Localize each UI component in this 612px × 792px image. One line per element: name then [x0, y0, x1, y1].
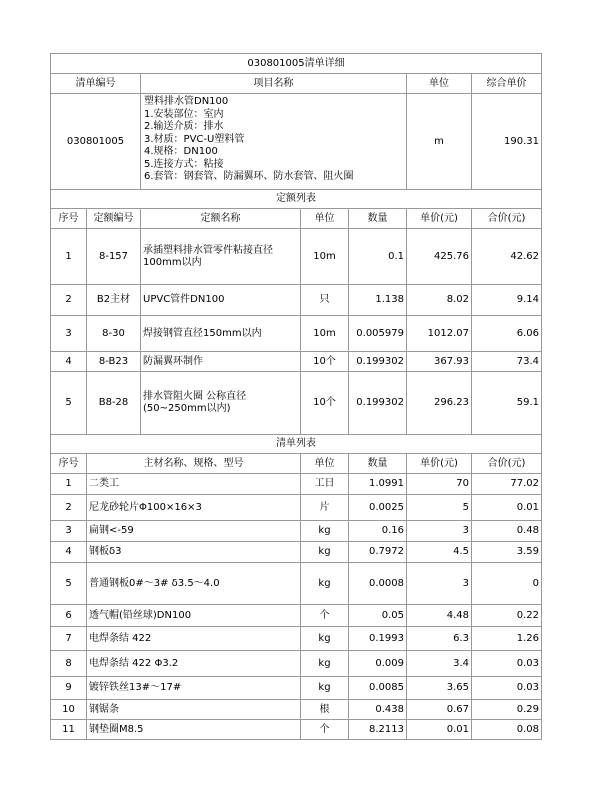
- material-row: [51, 521, 542, 542]
- bill-description: [141, 94, 407, 190]
- quota-name: UPVC管件DN100: [141, 285, 301, 316]
- quota-qty-header: 数量: [349, 209, 407, 229]
- material-price: 0.01: [407, 720, 472, 740]
- material-row: [51, 651, 542, 677]
- material-name: 尼龙砂轮片Φ100×16×3: [87, 495, 301, 521]
- quota-seq: 2: [51, 285, 87, 316]
- material-unit: 工日: [301, 474, 349, 495]
- quota-seq: 5: [51, 372, 87, 435]
- material-price: 3.65: [407, 677, 472, 700]
- material-price-header: 单价(元): [407, 454, 472, 474]
- material-name: 二类工: [87, 474, 301, 495]
- quota-total: 42.62: [472, 229, 542, 285]
- material-qty: 1.0991: [349, 474, 407, 495]
- material-qty: 0.0008: [349, 563, 407, 605]
- quota-total-header: 合价(元): [472, 209, 542, 229]
- material-total: 0.03: [472, 651, 542, 677]
- bill-price-header: 综合单价: [472, 74, 542, 94]
- material-unit: kg: [301, 677, 349, 700]
- bill-detail-table: [50, 53, 542, 740]
- material-name: 电焊条结 422: [87, 627, 301, 651]
- material-total: 77.02: [472, 474, 542, 495]
- quota-price: 367.93: [407, 352, 472, 372]
- material-row: [51, 563, 542, 605]
- material-seq: 9: [51, 677, 87, 700]
- quota-seq: 1: [51, 229, 87, 285]
- material-seq: 6: [51, 605, 87, 627]
- material-seq: 1: [51, 474, 87, 495]
- material-total: 0: [472, 563, 542, 605]
- quota-row: [51, 285, 542, 316]
- quota-code: B8-28: [87, 372, 141, 435]
- material-name: 钢板δ3: [87, 542, 301, 563]
- material-name: 镀锌铁丝13#～17#: [87, 677, 301, 700]
- bill-code-header: 清单编号: [51, 74, 141, 94]
- quota-name-header: 定额名称: [141, 209, 301, 229]
- quota-price: 1012.07: [407, 316, 472, 352]
- material-total: 3.59: [472, 542, 542, 563]
- material-row: [51, 700, 542, 720]
- quota-unit-header: 单位: [301, 209, 349, 229]
- table-title: 030801005清单详细: [51, 54, 542, 74]
- quota-code: B2主材: [87, 285, 141, 316]
- quota-row: [51, 229, 542, 285]
- bill-name-header: 项目名称: [141, 74, 407, 94]
- material-unit-header: 单位: [301, 454, 349, 474]
- material-seq: 11: [51, 720, 87, 740]
- quota-price: 8.02: [407, 285, 472, 316]
- material-unit: kg: [301, 521, 349, 542]
- material-qty: 0.009: [349, 651, 407, 677]
- material-name-header: 主材名称、规格、型号: [87, 454, 301, 474]
- quota-qty: 0.1: [349, 229, 407, 285]
- material-row: [51, 627, 542, 651]
- quota-total: 73.4: [472, 352, 542, 372]
- material-name: 电焊条结 422 Φ3.2: [87, 651, 301, 677]
- material-total: 0.22: [472, 605, 542, 627]
- material-seq: 7: [51, 627, 87, 651]
- bill-desc-line: 4.规格：DN100: [144, 146, 218, 157]
- material-price: 70: [407, 474, 472, 495]
- quota-unit: 10m: [301, 316, 349, 352]
- bill-unit-header: 单位: [407, 74, 472, 94]
- material-qty: 0.438: [349, 700, 407, 720]
- material-price: 4.48: [407, 605, 472, 627]
- material-seq: 2: [51, 495, 87, 521]
- material-qty: 0.0025: [349, 495, 407, 521]
- quota-price: 296.23: [407, 372, 472, 435]
- material-unit: 片: [301, 495, 349, 521]
- quota-seq: 4: [51, 352, 87, 372]
- material-price: 3.4: [407, 651, 472, 677]
- material-unit: kg: [301, 651, 349, 677]
- quota-unit: 10个: [301, 372, 349, 435]
- quota-price-header: 单价(元): [407, 209, 472, 229]
- material-name: 扁钢<-59: [87, 521, 301, 542]
- material-unit: 个: [301, 605, 349, 627]
- quota-total: 59.1: [472, 372, 542, 435]
- quota-row: [51, 372, 542, 435]
- quota-seq: 3: [51, 316, 87, 352]
- material-qty: 0.0085: [349, 677, 407, 700]
- material-total: 0.48: [472, 521, 542, 542]
- material-seq: 10: [51, 700, 87, 720]
- quota-total: 9.14: [472, 285, 542, 316]
- material-row: [51, 677, 542, 700]
- quota-qty: 1.138: [349, 285, 407, 316]
- material-name: 钢垫圈M8.5: [87, 720, 301, 740]
- quota-qty: 0.199302: [349, 372, 407, 435]
- quota-code-header: 定额编号: [87, 209, 141, 229]
- quota-row: [51, 316, 542, 352]
- material-qty-header: 数量: [349, 454, 407, 474]
- material-name: 普通钢板0#～3# δ3.5～4.0: [87, 563, 301, 605]
- material-qty: 0.1993: [349, 627, 407, 651]
- bill-desc-line: 塑料排水管DN100: [144, 96, 229, 107]
- material-name: 透气帽(铅丝球)DN100: [87, 605, 301, 627]
- quota-price: 425.76: [407, 229, 472, 285]
- material-total: 1.26: [472, 627, 542, 651]
- material-price: 3: [407, 521, 472, 542]
- material-row: [51, 542, 542, 563]
- bill-desc-line: 1.安装部位：室内: [144, 108, 224, 120]
- material-seq: 8: [51, 651, 87, 677]
- material-unit: kg: [301, 627, 349, 651]
- material-unit: 个: [301, 720, 349, 740]
- quota-seq-header: 序号: [51, 209, 87, 229]
- bill-price: 190.31: [472, 94, 542, 190]
- material-name: 钢锯条: [87, 700, 301, 720]
- material-row: [51, 474, 542, 495]
- bill-desc-line: 6.套管：钢套管、防漏翼环、防水套管、阻火圈: [144, 171, 354, 182]
- material-seq: 5: [51, 563, 87, 605]
- quota-name: 排水管阻火圈 公称直径(50~250mm以内): [141, 372, 301, 435]
- material-seq: 4: [51, 542, 87, 563]
- bill-desc-line: 5.连接方式：粘接: [144, 158, 224, 170]
- material-seq: 3: [51, 521, 87, 542]
- bill-desc-line: 3.材质：PVC-U塑料管: [144, 133, 245, 145]
- material-price: 5: [407, 495, 472, 521]
- quota-qty: 0.005979: [349, 316, 407, 352]
- quota-code: 8-30: [87, 316, 141, 352]
- quota-name: 焊接钢管直径150mm以内: [141, 316, 301, 352]
- material-row: [51, 495, 542, 521]
- material-unit: 根: [301, 700, 349, 720]
- material-row: [51, 605, 542, 627]
- material-price: 3: [407, 563, 472, 605]
- material-unit: kg: [301, 563, 349, 605]
- material-qty: 8.2113: [349, 720, 407, 740]
- quota-unit: 只: [301, 285, 349, 316]
- material-row: [51, 720, 542, 740]
- material-seq-header: 序号: [51, 454, 87, 474]
- quota-qty: 0.199302: [349, 352, 407, 372]
- material-total: 0.29: [472, 700, 542, 720]
- quota-row: [51, 352, 542, 372]
- material-total: 0.08: [472, 720, 542, 740]
- bill-unit: m: [407, 94, 472, 190]
- material-price: 6.3: [407, 627, 472, 651]
- bill-desc-line: 2.输送介质：排水: [144, 121, 224, 132]
- quota-code: 8-B23: [87, 352, 141, 372]
- material-price: 4.5: [407, 542, 472, 563]
- quota-total: 6.06: [472, 316, 542, 352]
- quota-code: 8-157: [87, 229, 141, 285]
- quota-name: 防漏翼环制作: [141, 352, 301, 372]
- material-price: 0.67: [407, 700, 472, 720]
- material-qty: 0.7972: [349, 542, 407, 563]
- quota-unit: 10m: [301, 229, 349, 285]
- material-qty: 0.05: [349, 605, 407, 627]
- material-total: 0.01: [472, 495, 542, 521]
- bill-code: 030801005: [51, 94, 141, 190]
- material-total: 0.03: [472, 677, 542, 700]
- material-section-title: 清单列表: [51, 435, 542, 454]
- quota-name: 承插塑料排水管零件粘接直径100mm以内: [141, 229, 301, 285]
- material-qty: 0.16: [349, 521, 407, 542]
- quota-section-title: 定额列表: [51, 190, 542, 209]
- quota-unit: 10个: [301, 352, 349, 372]
- material-unit: kg: [301, 542, 349, 563]
- material-total-header: 合价(元): [472, 454, 542, 474]
